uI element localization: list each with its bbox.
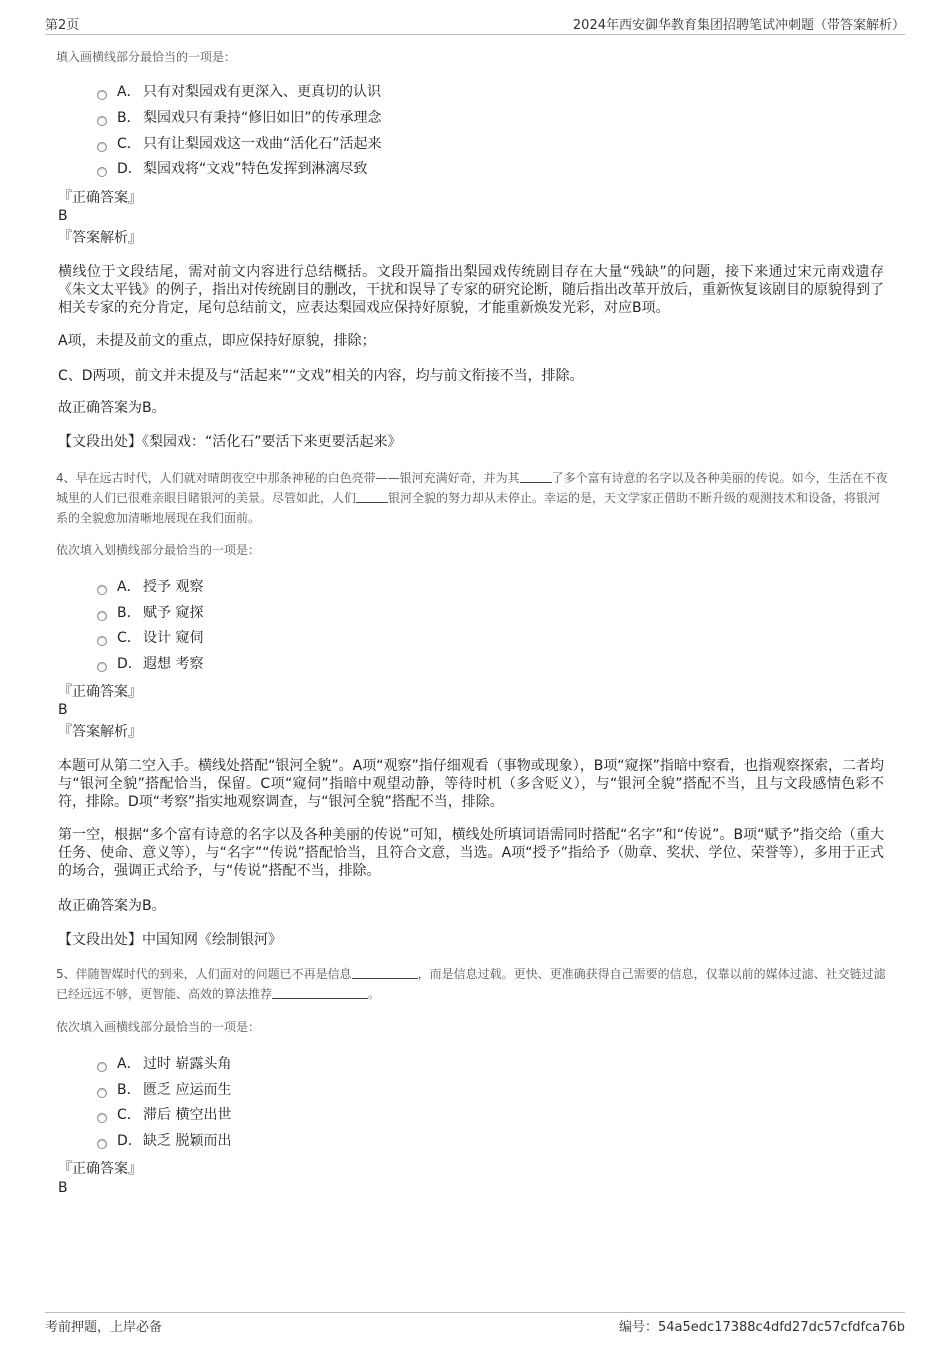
q4-option-a[interactable]: A． 授予 观察 bbox=[97, 577, 203, 597]
q5-option-a[interactable]: A． 过时 崭露头角 bbox=[97, 1054, 231, 1074]
q4-option-d[interactable]: D．遐想 考察 bbox=[97, 654, 203, 674]
q5-option-c[interactable]: C． 滞后 横空出世 bbox=[97, 1105, 231, 1125]
q3-stem: 填入画横线部分最恰当的一项是： bbox=[56, 50, 237, 64]
q3-answer: B bbox=[58, 208, 68, 224]
q4-analysis-paragraph: 本题可从第二空入手。横线处搭配“银河全貌”。A项“观察”指仔细观看（事物或现象），B项“窥探”指暗中察看，也指观察探索，二者均与“银河全貌”搭配恰当，保留。C项“窥伺”指暗中观望动静，等待时机（多含贬义），与“银河全貌”搭配不当，且与文段感情色彩不符，排除。D项“考察”指实地观察调查，与“银河全貌”搭配不当，排除。 bbox=[58, 758, 884, 810]
answer-blank bbox=[352, 966, 418, 979]
q5-answer-label: 『正确答案』 bbox=[58, 1161, 142, 1177]
q3-analysis-paragraph: C、D两项，前文并未提及与“活起来”“文戏”相关的内容，均与前文衔接不当，排除。 bbox=[58, 368, 584, 384]
answer-blank bbox=[520, 470, 552, 483]
q5-option-b[interactable]: B． 匮乏 应运而生 bbox=[97, 1080, 231, 1100]
radio-icon[interactable] bbox=[97, 167, 107, 177]
q4-analysis-conclusion: 故正确答案为B。 bbox=[58, 898, 166, 914]
radio-icon[interactable] bbox=[97, 636, 107, 646]
radio-icon[interactable] bbox=[97, 1088, 107, 1098]
q5-answer: B bbox=[58, 1180, 68, 1196]
page-number: 第2页 bbox=[45, 18, 80, 33]
q4-source: 【文段出处】中国知网《绘制银河》 bbox=[58, 932, 282, 948]
radio-icon[interactable] bbox=[97, 585, 107, 595]
q3-option-c[interactable]: C． 只有让梨园戏这一戏曲“活化石”活起来 bbox=[97, 134, 382, 154]
page-footer bbox=[45, 1312, 905, 1336]
q5-passage: 5、伴随智媒时代的到来，人们面对的问题已不再是信息 ，而是信息过载。更快、更准确获得自己需要的信息，仅靠以前的媒体过滤、社交链过滤已经远远不够，更智能、高效的算法推荐 。 bbox=[56, 967, 886, 1001]
q3-analysis-conclusion: 故正确答案为B。 bbox=[58, 400, 166, 416]
radio-icon[interactable] bbox=[97, 1062, 107, 1072]
answer-blank bbox=[272, 986, 368, 999]
q3-analysis-paragraph: 横线位于文段结尾，需对前文内容进行总结概括。文段开篇指出梨园戏传统剧目存在大量“残缺”的问题，接下来通过宋元南戏遗存《朱文太平钱》的例子，指出对传统剧目的删改，干扰和误导了专家的研究论断，随后指出改革开放后，重新恢复该剧目的原貌得到了相关专家的充分肯定，尾句总结前文，应表达梨园戏应保持好原貌，才能重新焕发光彩，对应B项。 bbox=[58, 264, 884, 316]
document-title: 2024年西安御华教育集团招聘笔试冲刺题（带答案解析） bbox=[572, 18, 905, 33]
q3-option-d[interactable]: D．梨园戏将“文戏”特色发挥到淋漓尽致 bbox=[97, 159, 368, 179]
answer-blank bbox=[356, 490, 388, 503]
radio-icon[interactable] bbox=[97, 611, 107, 621]
radio-icon[interactable] bbox=[97, 90, 107, 100]
q3-answer-label: 『正确答案』 bbox=[58, 190, 142, 206]
radio-icon[interactable] bbox=[97, 142, 107, 152]
q4-analysis-paragraph: 第一空，根据“多个富有诗意的名字以及各种美丽的传说”可知，横线处所填词语需同时搭配“名字”和“传说”。B项“赋予”指交给（重大任务、使命、意义等），与“名字”“传说”搭配恰当，且符合文意，当选。A项“授予”指给予（勋章、奖状、学位、荣誉等），多用于正式的场合，强调正式给予，与“传说”搭配不当，排除。 bbox=[58, 827, 884, 879]
q4-option-c[interactable]: C． 设计 窥伺 bbox=[97, 628, 203, 648]
radio-icon[interactable] bbox=[97, 1113, 107, 1123]
q4-analysis-label: 『答案解析』 bbox=[58, 724, 142, 740]
q3-source: 【文段出处】《梨园戏：“活化石”要活下来更要活起来》 bbox=[58, 434, 402, 450]
q3-analysis-paragraph: A项，未提及前文的重点，即应保持好原貌，排除； bbox=[58, 333, 376, 349]
page-header bbox=[45, 14, 905, 35]
q4-stem: 依次填入划横线部分最恰当的一项是： bbox=[56, 543, 261, 557]
q4-option-b[interactable]: B． 赋予 窥探 bbox=[97, 603, 203, 623]
q5-option-d[interactable]: D．缺乏 脱颖而出 bbox=[97, 1131, 231, 1151]
q5-stem: 依次填入画横线部分最恰当的一项是： bbox=[56, 1020, 261, 1034]
q4-passage: 4、早在远古时代，人们就对晴朗夜空中那条神秘的白色亮带——银河充满好奇，并为其 了多个富有诗意的名字以及各种美丽的传说。如今，生活在不夜城里的人们已很难亲眼目睹银河的美景。尽管如此，人们 银河全貌的努力却从未停止。幸运的是，天文学家正借助不断升级的观测技术和设备，将银河系的全貌愈加清晰地展现在我们面前。 bbox=[56, 471, 888, 525]
radio-icon[interactable] bbox=[97, 116, 107, 126]
q3-option-b[interactable]: B． 梨园戏只有秉持“修旧如旧”的传承理念 bbox=[97, 108, 382, 128]
radio-icon[interactable] bbox=[97, 662, 107, 672]
q4-answer: B bbox=[58, 702, 68, 718]
q3-option-a[interactable]: A． 只有对梨园戏有更深入、更真切的认识 bbox=[97, 82, 381, 102]
footer-slogan: 考前押题，上岸必备 bbox=[45, 1320, 163, 1335]
q3-analysis-label: 『答案解析』 bbox=[58, 230, 142, 246]
radio-icon[interactable] bbox=[97, 1139, 107, 1149]
document-serial: 编号：54a5edc17388c4dfd27dc57cfdfca76b bbox=[619, 1320, 905, 1335]
q4-answer-label: 『正确答案』 bbox=[58, 684, 142, 700]
